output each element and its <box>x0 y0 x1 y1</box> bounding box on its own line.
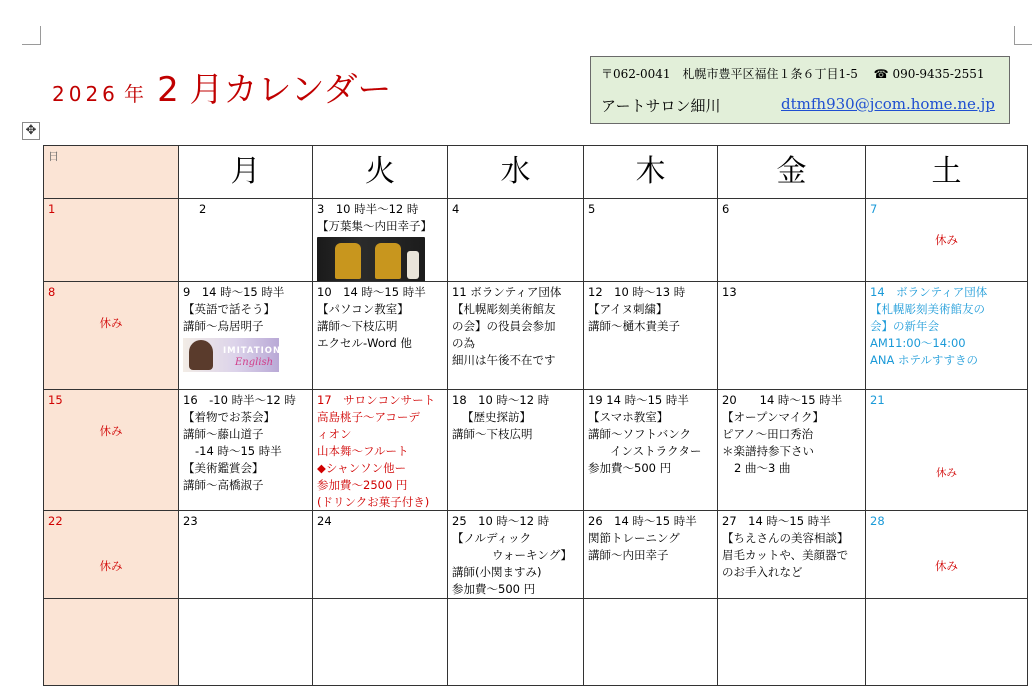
weekday-header-wed <box>448 145 584 199</box>
day-cell[interactable] <box>448 511 584 599</box>
event-line: 【スマホ教室】 <box>588 410 669 424</box>
event-line: 18 10 時～12 時 <box>452 393 550 407</box>
calendar-table <box>43 145 1028 686</box>
contact-email-link[interactable]: dtmfh930@jcom.home.ne.jp <box>781 95 995 113</box>
phone-icon: ☎ <box>873 67 889 81</box>
day-cell[interactable] <box>43 199 179 282</box>
page-corner-mark <box>1014 26 1032 45</box>
holiday-label: 休み <box>99 559 123 573</box>
event-line: 講師～藤山道子 <box>183 427 264 441</box>
event-line: のお手入れなど <box>722 565 803 579</box>
day-cell[interactable] <box>43 511 179 599</box>
photo-caption: IMITATION <box>223 346 282 356</box>
event-line: 2 曲～3 曲 <box>734 461 791 475</box>
day-cell[interactable] <box>313 199 448 282</box>
day-cell[interactable] <box>179 511 313 599</box>
event-line: ＊楽譜持参下さい <box>722 444 814 458</box>
event-line: 【アイヌ刺繍】 <box>588 302 668 316</box>
event-line: ANA ホテルすすきの <box>870 353 979 367</box>
event-line: 細川は午後不在です <box>452 353 556 367</box>
photo-caption: English <box>235 357 274 368</box>
event-photo <box>317 237 425 282</box>
day-cell-empty[interactable] <box>313 599 448 686</box>
event-line: 会】の新年会 <box>870 319 939 333</box>
weekday-label: 日 <box>48 150 59 163</box>
title-month: 2 月カレンダー <box>157 70 392 110</box>
day-number: 21 <box>870 393 885 407</box>
event-line: 【札幌彫刻美術館友の <box>870 302 985 316</box>
day-number: 22 <box>48 514 63 528</box>
event-line: 【着物でお茶会】 <box>183 410 275 424</box>
event-line: 3 10 時半～12 時 <box>317 202 419 216</box>
event-line: 【歴史探訪】 <box>462 410 531 424</box>
event-line: 講師～高橋淑子 <box>183 478 264 492</box>
event-line: 参加費～2500 円 <box>317 478 408 492</box>
event-line: 講師～内田幸子 <box>588 548 669 562</box>
day-cell[interactable] <box>448 390 584 511</box>
day-cell-empty[interactable] <box>448 599 584 686</box>
event-line: 講師～下枝広明 <box>317 319 398 333</box>
weekday-label: 木 <box>635 154 666 189</box>
day-number: 7 <box>870 202 878 216</box>
day-cell[interactable] <box>584 199 718 282</box>
event-line: 14 ボランティア団体 <box>870 285 988 299</box>
day-cell[interactable] <box>179 390 313 511</box>
event-line: 【パソコン教室】 <box>317 302 409 316</box>
event-line: 【英語で話そう】 <box>183 302 275 316</box>
event-line: 講師～樋木貴美子 <box>588 319 680 333</box>
day-number: 1 <box>48 202 56 216</box>
day-cell[interactable] <box>866 282 1028 390</box>
event-line: 10 14 時～15 時半 <box>317 285 426 299</box>
day-cell-empty[interactable] <box>718 599 866 686</box>
holiday-label: 休み <box>936 467 957 479</box>
holiday-label: 休み <box>99 316 123 330</box>
day-cell[interactable] <box>718 511 866 599</box>
day-cell[interactable] <box>718 282 866 390</box>
day-number: 6 <box>722 202 730 216</box>
contact-address: 〒062-0041 札幌市豊平区福住１条６丁目1-5 <box>601 67 858 81</box>
day-number: 28 <box>870 514 885 528</box>
event-line: 9 14 時～15 時半 <box>183 285 285 299</box>
event-line: エクセル-Word 他 <box>317 336 412 350</box>
day-number: 4 <box>452 202 460 216</box>
day-number: 15 <box>48 393 63 407</box>
weekday-header-tue <box>313 145 448 199</box>
day-cell[interactable] <box>866 199 1028 282</box>
page-title <box>52 62 391 111</box>
day-cell[interactable] <box>866 390 1028 511</box>
event-line: ◆シャンソン他ー <box>317 461 407 475</box>
day-cell-empty[interactable] <box>179 599 313 686</box>
weekday-header-sat <box>866 145 1028 199</box>
event-line: 【札幌彫刻美術館友 <box>452 302 556 316</box>
weekday-header-fri <box>718 145 866 199</box>
event-line: 参加費～500 円 <box>452 582 536 596</box>
table-move-handle-icon[interactable]: ✥ <box>22 122 40 140</box>
event-line: ィオン <box>317 427 352 441</box>
event-line: 19 14 時～15 時半 <box>588 393 689 407</box>
event-line: 【ノルディック <box>452 531 532 545</box>
event-line: 高島桃子～アコーデ <box>317 410 420 424</box>
event-line: 眉毛カットや、美顔器で <box>722 548 849 562</box>
event-line: 講師～下枝広明 <box>452 427 533 441</box>
day-cell[interactable] <box>866 511 1028 599</box>
event-line: 参加費～500 円 <box>588 461 672 475</box>
event-line: ウォーキング】 <box>492 548 573 562</box>
weekday-label: 月 <box>230 154 261 189</box>
event-photo <box>183 338 282 372</box>
weekday-header-sun <box>43 145 179 199</box>
holiday-label: 休み <box>935 233 958 247</box>
day-number: 24 <box>317 514 332 528</box>
event-line: ピアノ～田口秀治 <box>722 427 814 441</box>
event-line: 【万葉集～内田幸子】 <box>317 219 432 233</box>
day-number: 13 <box>722 285 737 299</box>
title-year: 2026 <box>52 82 119 106</box>
event-line: AM11:00～14:00 <box>870 336 966 350</box>
holiday-label: 休み <box>935 559 958 573</box>
day-number: 23 <box>183 514 198 528</box>
day-cell[interactable] <box>718 199 866 282</box>
event-line: 講師～ソフトバンク <box>588 427 692 441</box>
day-cell[interactable] <box>584 390 718 511</box>
event-line: -14 時～15 時半 <box>195 444 282 458</box>
day-cell[interactable] <box>584 511 718 599</box>
event-line: の会】の役員会参加 <box>452 319 556 333</box>
event-line: 11 ボランティア団体 <box>452 285 562 299</box>
event-line: (ドリンクお菓子付き) <box>317 495 430 509</box>
day-cell[interactable] <box>313 390 448 511</box>
event-line: 17 サロンコンサート <box>317 393 436 407</box>
contact-address-line <box>601 65 985 82</box>
event-line: 12 10 時～13 時 <box>588 285 686 299</box>
day-cell[interactable] <box>179 199 313 282</box>
title-year-suffix: 年 <box>124 82 144 106</box>
contact-phone: 090-9435-2551 <box>892 67 985 81</box>
event-line: 講師(小関ますみ) <box>452 565 542 579</box>
day-cell[interactable] <box>584 282 718 390</box>
weekday-label: 土 <box>931 154 962 189</box>
event-line: 山本舞～フルート <box>317 444 409 458</box>
event-line: 講師～烏居明子 <box>183 319 264 333</box>
weekday-label: 金 <box>776 154 807 189</box>
day-cell[interactable] <box>43 282 179 390</box>
day-cell-empty[interactable] <box>43 599 179 686</box>
event-line: 【ちえさんの美容相談】 <box>722 531 849 545</box>
event-line: インストラクター <box>610 444 702 458</box>
event-line: 16 -10 時半～12 時 <box>183 393 296 407</box>
day-cell-empty[interactable] <box>866 599 1028 686</box>
day-number: 5 <box>588 202 596 216</box>
weekday-label: 火 <box>365 154 395 189</box>
event-line: 26 14 時～15 時半 <box>588 514 697 528</box>
contact-info-box <box>590 56 1010 124</box>
event-line: 25 10 時～12 時 <box>452 514 550 528</box>
day-cell[interactable] <box>313 511 448 599</box>
weekday-header-thu <box>584 145 718 199</box>
day-cell[interactable] <box>448 199 584 282</box>
day-cell[interactable] <box>718 390 866 511</box>
event-line: 関節トレーニング <box>588 531 680 545</box>
day-cell[interactable] <box>43 390 179 511</box>
day-cell[interactable] <box>179 282 313 390</box>
day-number: 2 <box>199 202 207 216</box>
event-line: 【美術鑑賞会】 <box>183 461 264 475</box>
day-cell-empty[interactable] <box>584 599 718 686</box>
day-cell[interactable] <box>448 282 584 390</box>
weekday-header-mon <box>179 145 313 199</box>
event-line: 27 14 時～15 時半 <box>722 514 831 528</box>
event-line: 【オープンマイク】 <box>722 410 825 424</box>
event-line: 20 14 時～15 時半 <box>722 393 843 407</box>
contact-name: アートサロン細川 <box>601 97 721 115</box>
day-cell[interactable] <box>313 282 448 390</box>
weekday-label: 水 <box>500 154 531 189</box>
event-line: の為 <box>452 336 475 350</box>
day-number: 8 <box>48 285 56 299</box>
holiday-label: 休み <box>99 424 123 438</box>
page-corner-mark <box>22 26 41 45</box>
